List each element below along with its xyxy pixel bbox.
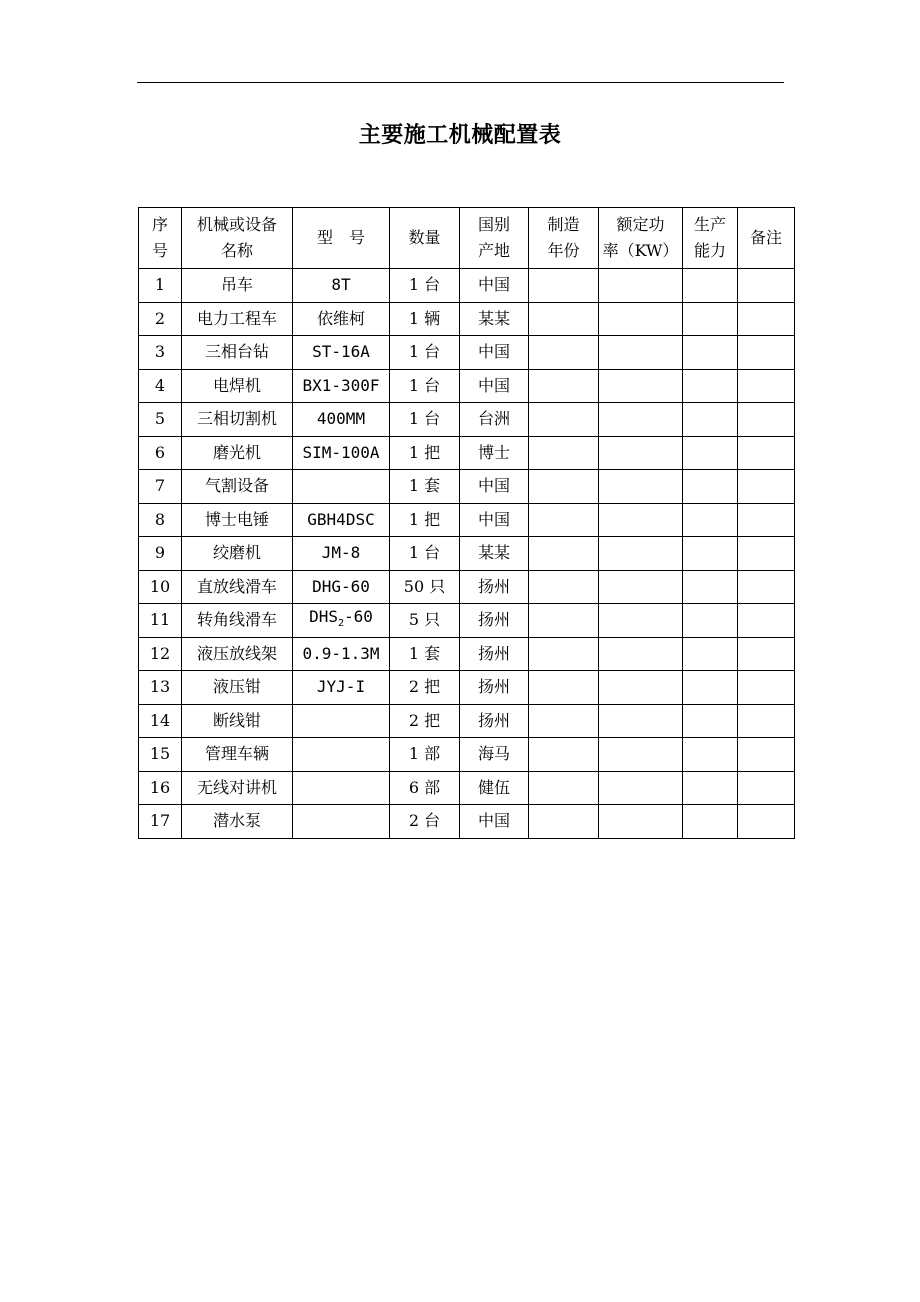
- cell-model-text: 0.9-1.3M: [302, 643, 380, 663]
- cell-power: [599, 671, 683, 705]
- header-name-line1: 机械或设备: [196, 215, 277, 234]
- cell-origin: 扬州: [460, 604, 529, 638]
- cell-origin: 某某: [460, 302, 529, 336]
- cell-year: [529, 269, 599, 303]
- header-power-line1: 额定功: [616, 215, 665, 234]
- cell-capacity: [683, 738, 738, 772]
- cell-year: [529, 604, 599, 638]
- cell-no: 16: [139, 771, 182, 805]
- header-qty: [390, 208, 460, 269]
- cell-model: [293, 637, 390, 671]
- cell-power: [599, 771, 683, 805]
- cell-power: [599, 503, 683, 537]
- cell-power: [599, 436, 683, 470]
- cell-origin: 健伍: [460, 771, 529, 805]
- cell-remark: [738, 704, 795, 738]
- cell-no: 3: [139, 336, 182, 370]
- table-row: [139, 436, 795, 470]
- table-row: [139, 805, 795, 839]
- cell-capacity: [683, 269, 738, 303]
- cell-origin: 台洲: [460, 403, 529, 437]
- cell-year: [529, 671, 599, 705]
- cell-model: [293, 604, 390, 638]
- cell-qty: 1 台: [390, 369, 460, 403]
- cell-year: [529, 637, 599, 671]
- cell-capacity: [683, 671, 738, 705]
- table-row: [139, 269, 795, 303]
- cell-year: [529, 503, 599, 537]
- table-row: [139, 671, 795, 705]
- cell-no: 15: [139, 738, 182, 772]
- header-name-line2: 名称: [220, 241, 253, 260]
- cell-model: [293, 403, 390, 437]
- header-year-line1: 制造: [547, 215, 580, 234]
- cell-year: [529, 704, 599, 738]
- cell-name: 电焊机: [182, 369, 293, 403]
- cell-name: 管理车辆: [182, 738, 293, 772]
- cell-origin: 博士: [460, 436, 529, 470]
- cell-capacity: [683, 369, 738, 403]
- header-capacity-line2: 能力: [693, 241, 726, 260]
- cell-capacity: [683, 470, 738, 504]
- cell-power: [599, 336, 683, 370]
- cell-remark: [738, 336, 795, 370]
- cell-year: [529, 403, 599, 437]
- cell-no: 14: [139, 704, 182, 738]
- cell-year: [529, 738, 599, 772]
- cell-name: 博士电锤: [182, 503, 293, 537]
- cell-model-text: SIM-100A: [302, 442, 380, 462]
- cell-year: [529, 537, 599, 571]
- cell-origin: 扬州: [460, 570, 529, 604]
- cell-qty: 1 把: [390, 503, 460, 537]
- cell-power: [599, 537, 683, 571]
- cell-capacity: [683, 537, 738, 571]
- cell-name: 绞磨机: [182, 537, 293, 571]
- cell-origin: 某某: [460, 537, 529, 571]
- header-no-line2: 号: [151, 241, 168, 260]
- header-remark: [738, 208, 795, 269]
- header-rule: [137, 82, 784, 83]
- cell-name: 转角线滑车: [182, 604, 293, 638]
- cell-capacity: [683, 436, 738, 470]
- header-model-line1: 型 号: [316, 228, 365, 247]
- header-year-line2: 年份: [547, 241, 580, 260]
- page-title: 主要施工机械配置表: [358, 123, 562, 148]
- cell-power: [599, 269, 683, 303]
- table-row: [139, 369, 795, 403]
- cell-origin: 扬州: [460, 704, 529, 738]
- table-row: [139, 503, 795, 537]
- cell-qty: 1 把: [390, 436, 460, 470]
- cell-qty: 1 辆: [390, 302, 460, 336]
- cell-model: [293, 704, 390, 738]
- cell-qty: 1 部: [390, 738, 460, 772]
- cell-remark: [738, 771, 795, 805]
- cell-model: [293, 738, 390, 772]
- cell-remark: [738, 671, 795, 705]
- cell-model-tail: -60: [344, 606, 373, 626]
- cell-no: 7: [139, 470, 182, 504]
- cell-model: [293, 537, 390, 571]
- table-row: [139, 704, 795, 738]
- cell-qty: 2 把: [390, 671, 460, 705]
- cell-power: [599, 704, 683, 738]
- cell-capacity: [683, 637, 738, 671]
- header-power: [599, 208, 683, 269]
- cell-qty: 1 套: [390, 637, 460, 671]
- cell-no: 1: [139, 269, 182, 303]
- cell-model-text: JYJ-I: [316, 677, 366, 697]
- cell-capacity: [683, 302, 738, 336]
- cell-qty: 1 台: [390, 403, 460, 437]
- cell-capacity: [683, 771, 738, 805]
- cell-name: 三相台钻: [182, 336, 293, 370]
- cell-model: [293, 369, 390, 403]
- equipment-table: [138, 207, 795, 839]
- cell-model: [293, 671, 390, 705]
- cell-remark: [738, 537, 795, 571]
- cell-power: [599, 470, 683, 504]
- cell-qty: 50 只: [390, 570, 460, 604]
- table-row: [139, 570, 795, 604]
- header-origin-line2: 产地: [477, 241, 510, 260]
- table-row: [139, 738, 795, 772]
- header-origin: [460, 208, 529, 269]
- cell-model-text: 8T: [331, 275, 351, 295]
- cell-remark: [738, 436, 795, 470]
- cell-name: 直放线滑车: [182, 570, 293, 604]
- cell-model-subscript: 2: [337, 617, 345, 629]
- cell-origin: 中国: [460, 805, 529, 839]
- cell-remark: [738, 369, 795, 403]
- cell-no: 17: [139, 805, 182, 839]
- cell-remark: [738, 403, 795, 437]
- cell-power: [599, 637, 683, 671]
- header-no: [139, 208, 182, 269]
- header-model: [293, 208, 390, 269]
- cell-qty: 1 台: [390, 336, 460, 370]
- cell-origin: 海马: [460, 738, 529, 772]
- cell-no: 12: [139, 637, 182, 671]
- cell-qty: 1 台: [390, 537, 460, 571]
- cell-capacity: [683, 336, 738, 370]
- cell-model: [293, 570, 390, 604]
- cell-capacity: [683, 503, 738, 537]
- cell-origin: 中国: [460, 470, 529, 504]
- cell-year: [529, 336, 599, 370]
- table-row: [139, 771, 795, 805]
- cell-no: 5: [139, 403, 182, 437]
- cell-name: 无线对讲机: [182, 771, 293, 805]
- table-row: [139, 470, 795, 504]
- cell-qty: 6 部: [390, 771, 460, 805]
- header-remark-line1: 备注: [749, 228, 782, 247]
- header-qty-line1: 数量: [408, 228, 441, 247]
- table-row: [139, 604, 795, 638]
- cell-year: [529, 805, 599, 839]
- table-row: [139, 403, 795, 437]
- cell-no: 8: [139, 503, 182, 537]
- cell-year: [529, 570, 599, 604]
- cell-capacity: [683, 704, 738, 738]
- header-power-line2: 率（KW）: [602, 241, 679, 260]
- cell-model-text: GBH4DSC: [307, 509, 375, 529]
- cell-model-text: DHS: [309, 606, 338, 626]
- cell-model: [293, 805, 390, 839]
- cell-remark: [738, 302, 795, 336]
- header-no-line1: 序: [151, 215, 168, 234]
- cell-model: [293, 269, 390, 303]
- cell-capacity: [683, 604, 738, 638]
- cell-model-text: JM-8: [321, 543, 361, 563]
- cell-no: 11: [139, 604, 182, 638]
- cell-model-text: BX1-300F: [302, 375, 380, 395]
- cell-model: [293, 771, 390, 805]
- cell-model: [293, 336, 390, 370]
- table-body: [139, 269, 795, 839]
- cell-year: [529, 302, 599, 336]
- cell-no: 4: [139, 369, 182, 403]
- cell-remark: [738, 570, 795, 604]
- cell-qty: 1 台: [390, 269, 460, 303]
- cell-power: [599, 369, 683, 403]
- header-capacity-line1: 生产: [693, 215, 726, 234]
- cell-remark: [738, 738, 795, 772]
- header-origin-line1: 国别: [477, 215, 510, 234]
- cell-remark: [738, 637, 795, 671]
- cell-name: 气割设备: [182, 470, 293, 504]
- cell-origin: 中国: [460, 369, 529, 403]
- cell-origin: 扬州: [460, 637, 529, 671]
- table-row: [139, 336, 795, 370]
- cell-name: 吊车: [182, 269, 293, 303]
- cell-origin: 扬州: [460, 671, 529, 705]
- cell-remark: [738, 269, 795, 303]
- table-row: [139, 537, 795, 571]
- cell-year: [529, 369, 599, 403]
- cell-model: [293, 436, 390, 470]
- cell-origin: 中国: [460, 336, 529, 370]
- cell-power: [599, 738, 683, 772]
- table-row: [139, 302, 795, 336]
- cell-model-text: ST-16A: [312, 342, 370, 362]
- cell-power: [599, 570, 683, 604]
- cell-no: 6: [139, 436, 182, 470]
- cell-model: [293, 503, 390, 537]
- cell-remark: [738, 604, 795, 638]
- cell-remark: [738, 503, 795, 537]
- header-name: [182, 208, 293, 269]
- cell-power: [599, 302, 683, 336]
- cell-name: 电力工程车: [182, 302, 293, 336]
- cell-no: 10: [139, 570, 182, 604]
- cell-qty: 2 把: [390, 704, 460, 738]
- cell-model: [293, 470, 390, 504]
- cell-capacity: [683, 403, 738, 437]
- cell-origin: 中国: [460, 503, 529, 537]
- cell-name: 三相切割机: [182, 403, 293, 437]
- cell-no: 9: [139, 537, 182, 571]
- header-year: [529, 208, 599, 269]
- cell-power: [599, 604, 683, 638]
- cell-name: 磨光机: [182, 436, 293, 470]
- cell-qty: 5 只: [390, 604, 460, 638]
- cell-remark: [738, 805, 795, 839]
- cell-name: 液压放线架: [182, 637, 293, 671]
- cell-qty: 1 套: [390, 470, 460, 504]
- cell-remark: [738, 470, 795, 504]
- cell-year: [529, 470, 599, 504]
- cell-capacity: [683, 570, 738, 604]
- cell-power: [599, 403, 683, 437]
- cell-name: 潜水泵: [182, 805, 293, 839]
- cell-model-text: 400MM: [316, 409, 366, 429]
- table-header-row: [139, 208, 795, 269]
- cell-model: [293, 302, 390, 336]
- header-capacity: [683, 208, 738, 269]
- cell-model-text: 依维柯: [316, 308, 365, 328]
- cell-year: [529, 436, 599, 470]
- cell-no: 13: [139, 671, 182, 705]
- cell-power: [599, 805, 683, 839]
- table-row: [139, 637, 795, 671]
- cell-origin: 中国: [460, 269, 529, 303]
- cell-year: [529, 771, 599, 805]
- cell-qty: 2 台: [390, 805, 460, 839]
- cell-model-text: DHG-60: [312, 576, 370, 596]
- cell-capacity: [683, 805, 738, 839]
- cell-name: 断线钳: [182, 704, 293, 738]
- cell-name: 液压钳: [182, 671, 293, 705]
- cell-no: 2: [139, 302, 182, 336]
